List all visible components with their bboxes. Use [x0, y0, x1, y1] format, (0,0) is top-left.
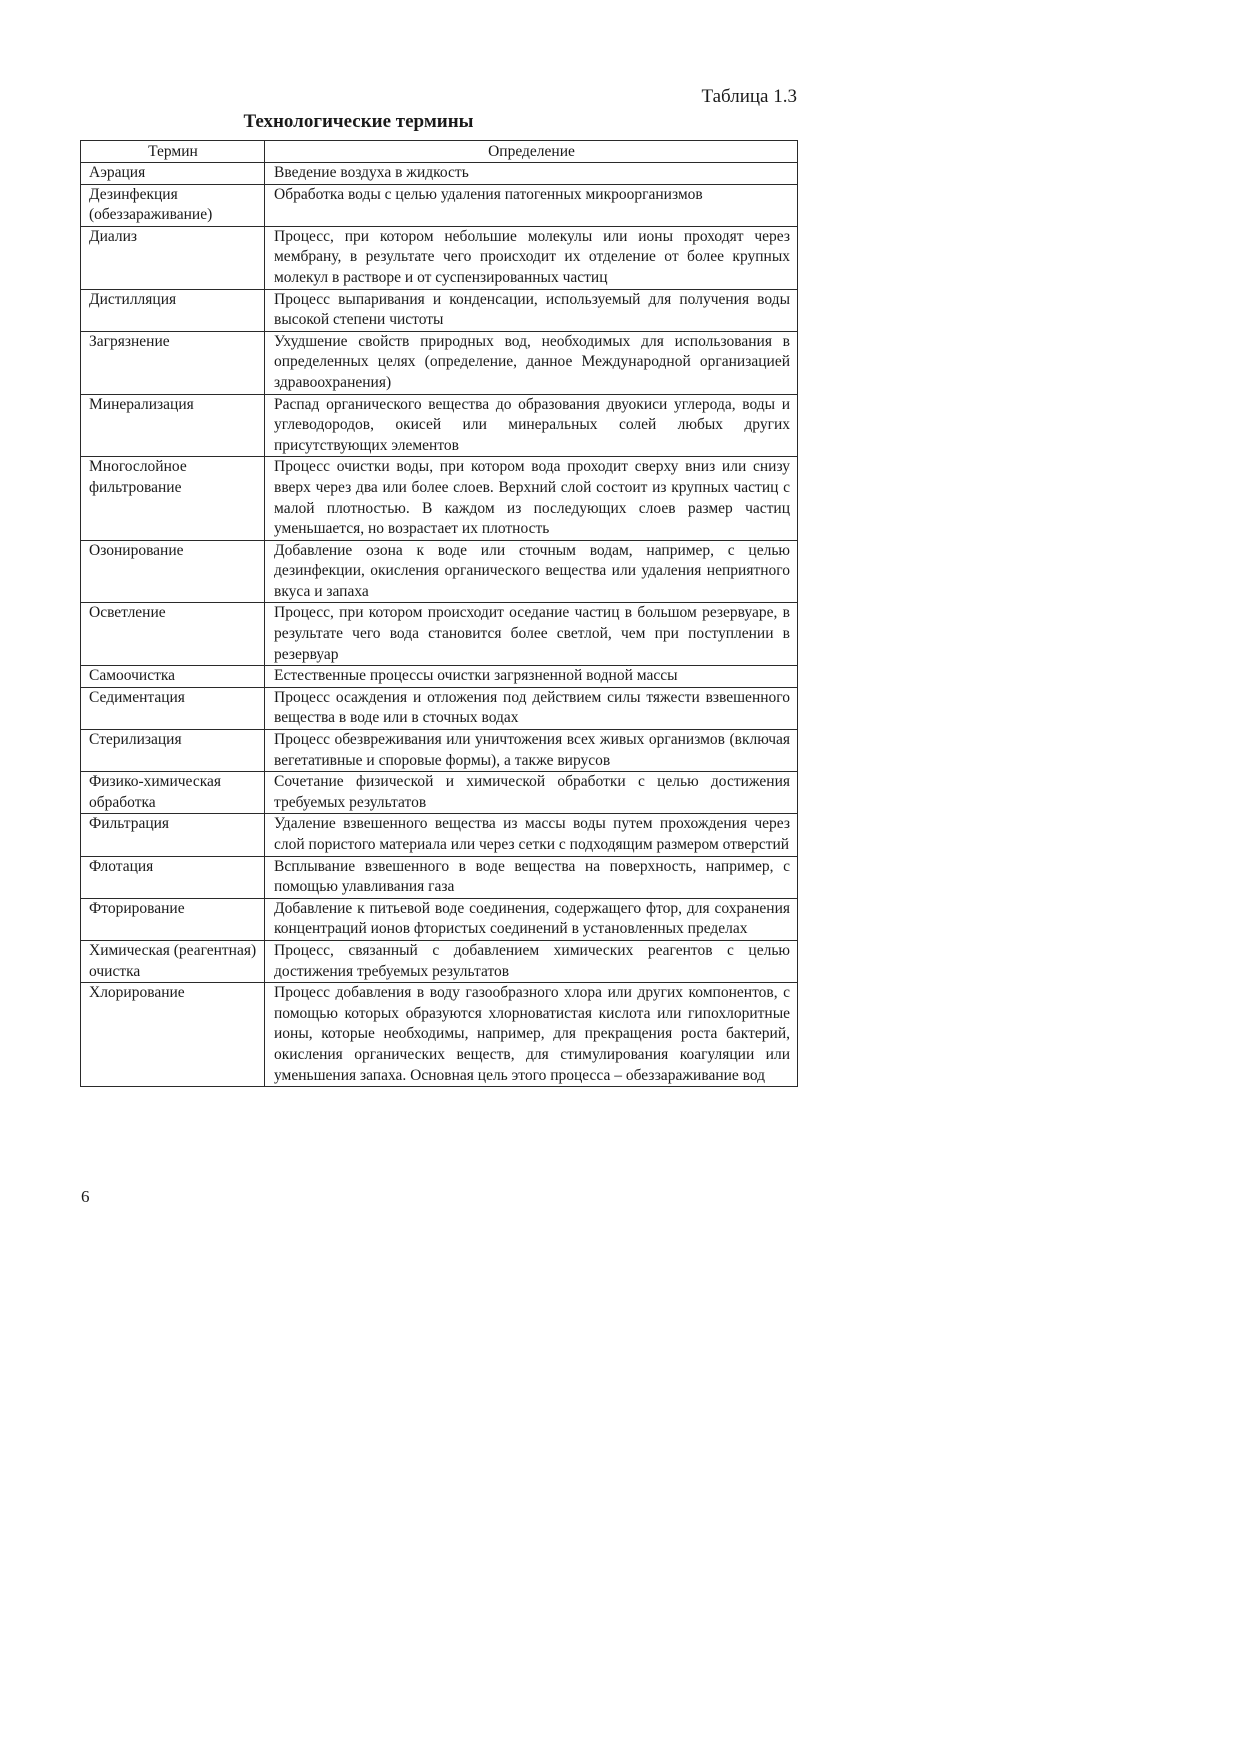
- table-row: [81, 772, 798, 814]
- table-number: Таблица 1.3: [701, 86, 797, 107]
- definition-cell: Всплывание взвешенного в воде вещества на поверхность, например, с помощью улавливания газа: [265, 856, 798, 898]
- table-row: [81, 457, 798, 540]
- column-header-term: Термин: [81, 141, 265, 163]
- definition-cell: Удаление взвешенного вещества из массы воды путем прохождения через слой пористого материала или через сетки с подходящим размером отверстий: [265, 814, 798, 856]
- table-header-row: [81, 141, 798, 163]
- table-row: [81, 940, 798, 982]
- term-cell: Самоочистка: [81, 666, 265, 688]
- table-row: [81, 983, 798, 1087]
- table-row: [81, 163, 798, 185]
- table-row: [81, 666, 798, 688]
- term-cell: Химическая (реагентная) очистка: [81, 940, 265, 982]
- table-row: [81, 603, 798, 666]
- definition-cell: Процесс, при котором небольшие молекулы или ионы проходят через мембрану, в результате чего происходит их отделение от более крупных молекул в растворе и от суспензированных частиц: [265, 226, 798, 289]
- page-number: 6: [81, 1187, 90, 1206]
- term-cell: Стерилизация: [81, 730, 265, 772]
- definition-cell: Процесс обезвреживания или уничтожения всех живых организмов (включая вегетативные и споровые формы), а также вирусов: [265, 730, 798, 772]
- term-cell: Аэрация: [81, 163, 265, 185]
- term-cell: Дистилляция: [81, 289, 265, 331]
- definition-cell: Введение воздуха в жидкость: [265, 163, 798, 185]
- definition-cell: Распад органического вещества до образования двуокиси углерода, воды и углеводородов, окисей или минеральных солей любых других присутствующих элементов: [265, 394, 798, 457]
- definition-cell: Ухудшение свойств природных вод, необходимых для использования в определенных целях (определение, данное Международной организацией здравоохранения): [265, 331, 798, 394]
- table-row: [81, 226, 798, 289]
- definition-cell: Добавление озона к воде или сточным водам, например, с целью дезинфекции, окисления органического вещества или удаления неприятного вкуса и запаха: [265, 540, 798, 603]
- term-cell: Многослойное фильтрование: [81, 457, 265, 540]
- definition-cell: Процесс выпаривания и конденсации, используемый для получения воды высокой степени чистоты: [265, 289, 798, 331]
- definition-cell: Процесс осаждения и отложения под действием силы тяжести взвешенного вещества в воде или в сточных водах: [265, 687, 798, 729]
- terms-table: [80, 140, 798, 1087]
- table-row: [81, 898, 798, 940]
- table-row: [81, 814, 798, 856]
- term-cell: Озонирование: [81, 540, 265, 603]
- table-row: [81, 184, 798, 226]
- table-row: [81, 687, 798, 729]
- table-row: [81, 540, 798, 603]
- definition-cell: Естественные процессы очистки загрязненной водной массы: [265, 666, 798, 688]
- definition-cell: Процесс добавления в воду газообразного хлора или других компонентов, с помощью которых образуются хлорноватистая кислота или гипохлоритные ионы, которые необходимы, например, для прекращения роста бактерий, окисления органических веществ, для стимулирования коагуляции или уменьшения запаха. Основная цель этого процесса – обеззараживание вод: [265, 983, 798, 1087]
- definition-cell: Процесс, при котором происходит оседание частиц в большом резервуаре, в результате чего вода становится более светлой, чем при поступлении в резервуар: [265, 603, 798, 666]
- term-cell: Седиментация: [81, 687, 265, 729]
- definition-cell: Сочетание физической и химической обработки с целью достижения требуемых результатов: [265, 772, 798, 814]
- term-cell: Фильтрация: [81, 814, 265, 856]
- definition-cell: Добавление к питьевой воде соединения, содержащего фтор, для сохранения концентраций ионов фтористых соединений в установленных пределах: [265, 898, 798, 940]
- definition-cell: Обработка воды с целью удаления патогенных микроорганизмов: [265, 184, 798, 226]
- term-cell: Дезинфекция (обеззараживание): [81, 184, 265, 226]
- term-cell: Физико-химическая обработка: [81, 772, 265, 814]
- term-cell: Загрязнение: [81, 331, 265, 394]
- table-row: [81, 331, 798, 394]
- table-row: [81, 856, 798, 898]
- definition-cell: Процесс, связанный с добавлением химических реагентов с целью достижения требуемых результатов: [265, 940, 798, 982]
- term-cell: Флотация: [81, 856, 265, 898]
- definition-cell: Процесс очистки воды, при котором вода проходит сверху вниз или снизу вверх через два или более слоев. Верхний слой состоит из крупных частиц с малой плотностью. В каждом из последующих слоев размер частиц уменьшается, но возрастает их плотность: [265, 457, 798, 540]
- term-cell: Хлорирование: [81, 983, 265, 1087]
- table-row: [81, 730, 798, 772]
- term-cell: Фторирование: [81, 898, 265, 940]
- table-title: Технологические термины: [243, 111, 474, 132]
- column-header-definition: Определение: [265, 141, 798, 163]
- term-cell: Осветление: [81, 603, 265, 666]
- table-row: [81, 289, 798, 331]
- table-row: [81, 394, 798, 457]
- term-cell: Минерализация: [81, 394, 265, 457]
- term-cell: Диализ: [81, 226, 265, 289]
